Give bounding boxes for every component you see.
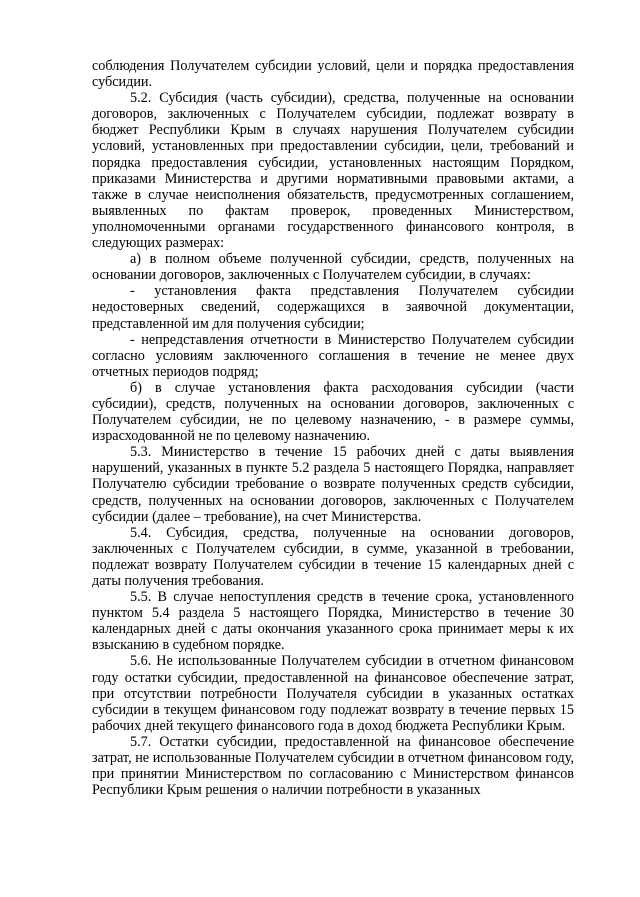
paragraph-5-2-a-item-2: - непредставления отчетности в Министерство Получателем субсидии согласно условиям заключенного соглашения в течение не менее двух отчетных периодов подряд; bbox=[92, 331, 574, 380]
paragraph-5-5: 5.5. В случае непоступления средств в течение срока, установленного пунктом 5.4 раздела 5 настоящего Порядка, Министерство в течение 30 календарных дней с даты окончания указанного срока принимает меры к их взысканию в судебном порядке. bbox=[92, 589, 574, 654]
paragraph-5-4: 5.4. Субсидия, средства, полученные на основании договоров, заключенных с Получателем субсидии, в сумме, указанной в требовании, подлежат возврату Получателем субсидии в течение 15 календарных дней с даты получения требования. bbox=[92, 524, 574, 589]
paragraph-5-2-b: б) в случае установления факта расходования субсидии (части субсидии), средств, полученных на основании договоров, заключенных с Получателем субсидии, не по целевому назначению, - в размере суммы, израсходованной не по целевому назначению. bbox=[92, 379, 574, 445]
paragraph-5-2: 5.2. Субсидия (часть субсидии), средства, полученные на основании договоров, заключенных с Получателем субсидии, подлежат возврату в бюджет Республики Крым в случаях нарушения Получателем субсидии условий, установленных при предоставлении субсидии, цели, требований и порядка предоставления субсидии, установленных настоящим Порядком, приказами Министерства и другими нормативными правовыми актами, а также в случае неисполнения обязательств, предусмотренных соглашением, выявленных по фактам проверок, проведенных Министерством, уполномоченными органами государственного финансового контроля, в следующих размерах: bbox=[92, 90, 574, 252]
document-page bbox=[92, 58, 574, 798]
paragraph-5-6: 5.6. Не использованные Получателем субсидии в отчетном финансовом году остатки субсидии, предоставленной на финансовое обеспечение затрат, при отсутствии потребности Получателя субсидии в указанных остатках субсидии в текущем финансовом году подлежат возврату в течение первых 15 рабочих дней текущего финансового года в доход бюджета Республики Крым. bbox=[92, 653, 574, 734]
paragraph-5-2-a-item-1: - установления факта представления Получателем субсидии недостоверных сведений, содержащихся в заявочной документации, представленной им для получения субсидии; bbox=[92, 283, 574, 332]
paragraph-5-7: 5.7. Остатки субсидии, предоставленной на финансовое обеспечение затрат, не использованные Получателем субсидии в отчетном финансовом году, при принятии Министерством по согласованию с Министерством финансов Республики Крым решения о наличии потребности в указанных bbox=[92, 733, 574, 799]
paragraph-continuation: соблюдения Получателем субсидии условий, цели и порядка предоставления субсидии. bbox=[92, 58, 574, 91]
paragraph-5-2-a: а) в полном объеме полученной субсидии, средств, полученных на основании договоров, заключенных с Получателем субсидии, в случаях: bbox=[92, 251, 574, 284]
paragraph-5-3: 5.3. Министерство в течение 15 рабочих дней с даты выявления нарушений, указанных в пункте 5.2 раздела 5 настоящего Порядка, направляет Получателю субсидии требование о возврате полученных средств субсидии, средств, полученных на основании договоров, заключенных с Получателем субсидии (далее – требование), на счет Министерства. bbox=[92, 444, 574, 525]
